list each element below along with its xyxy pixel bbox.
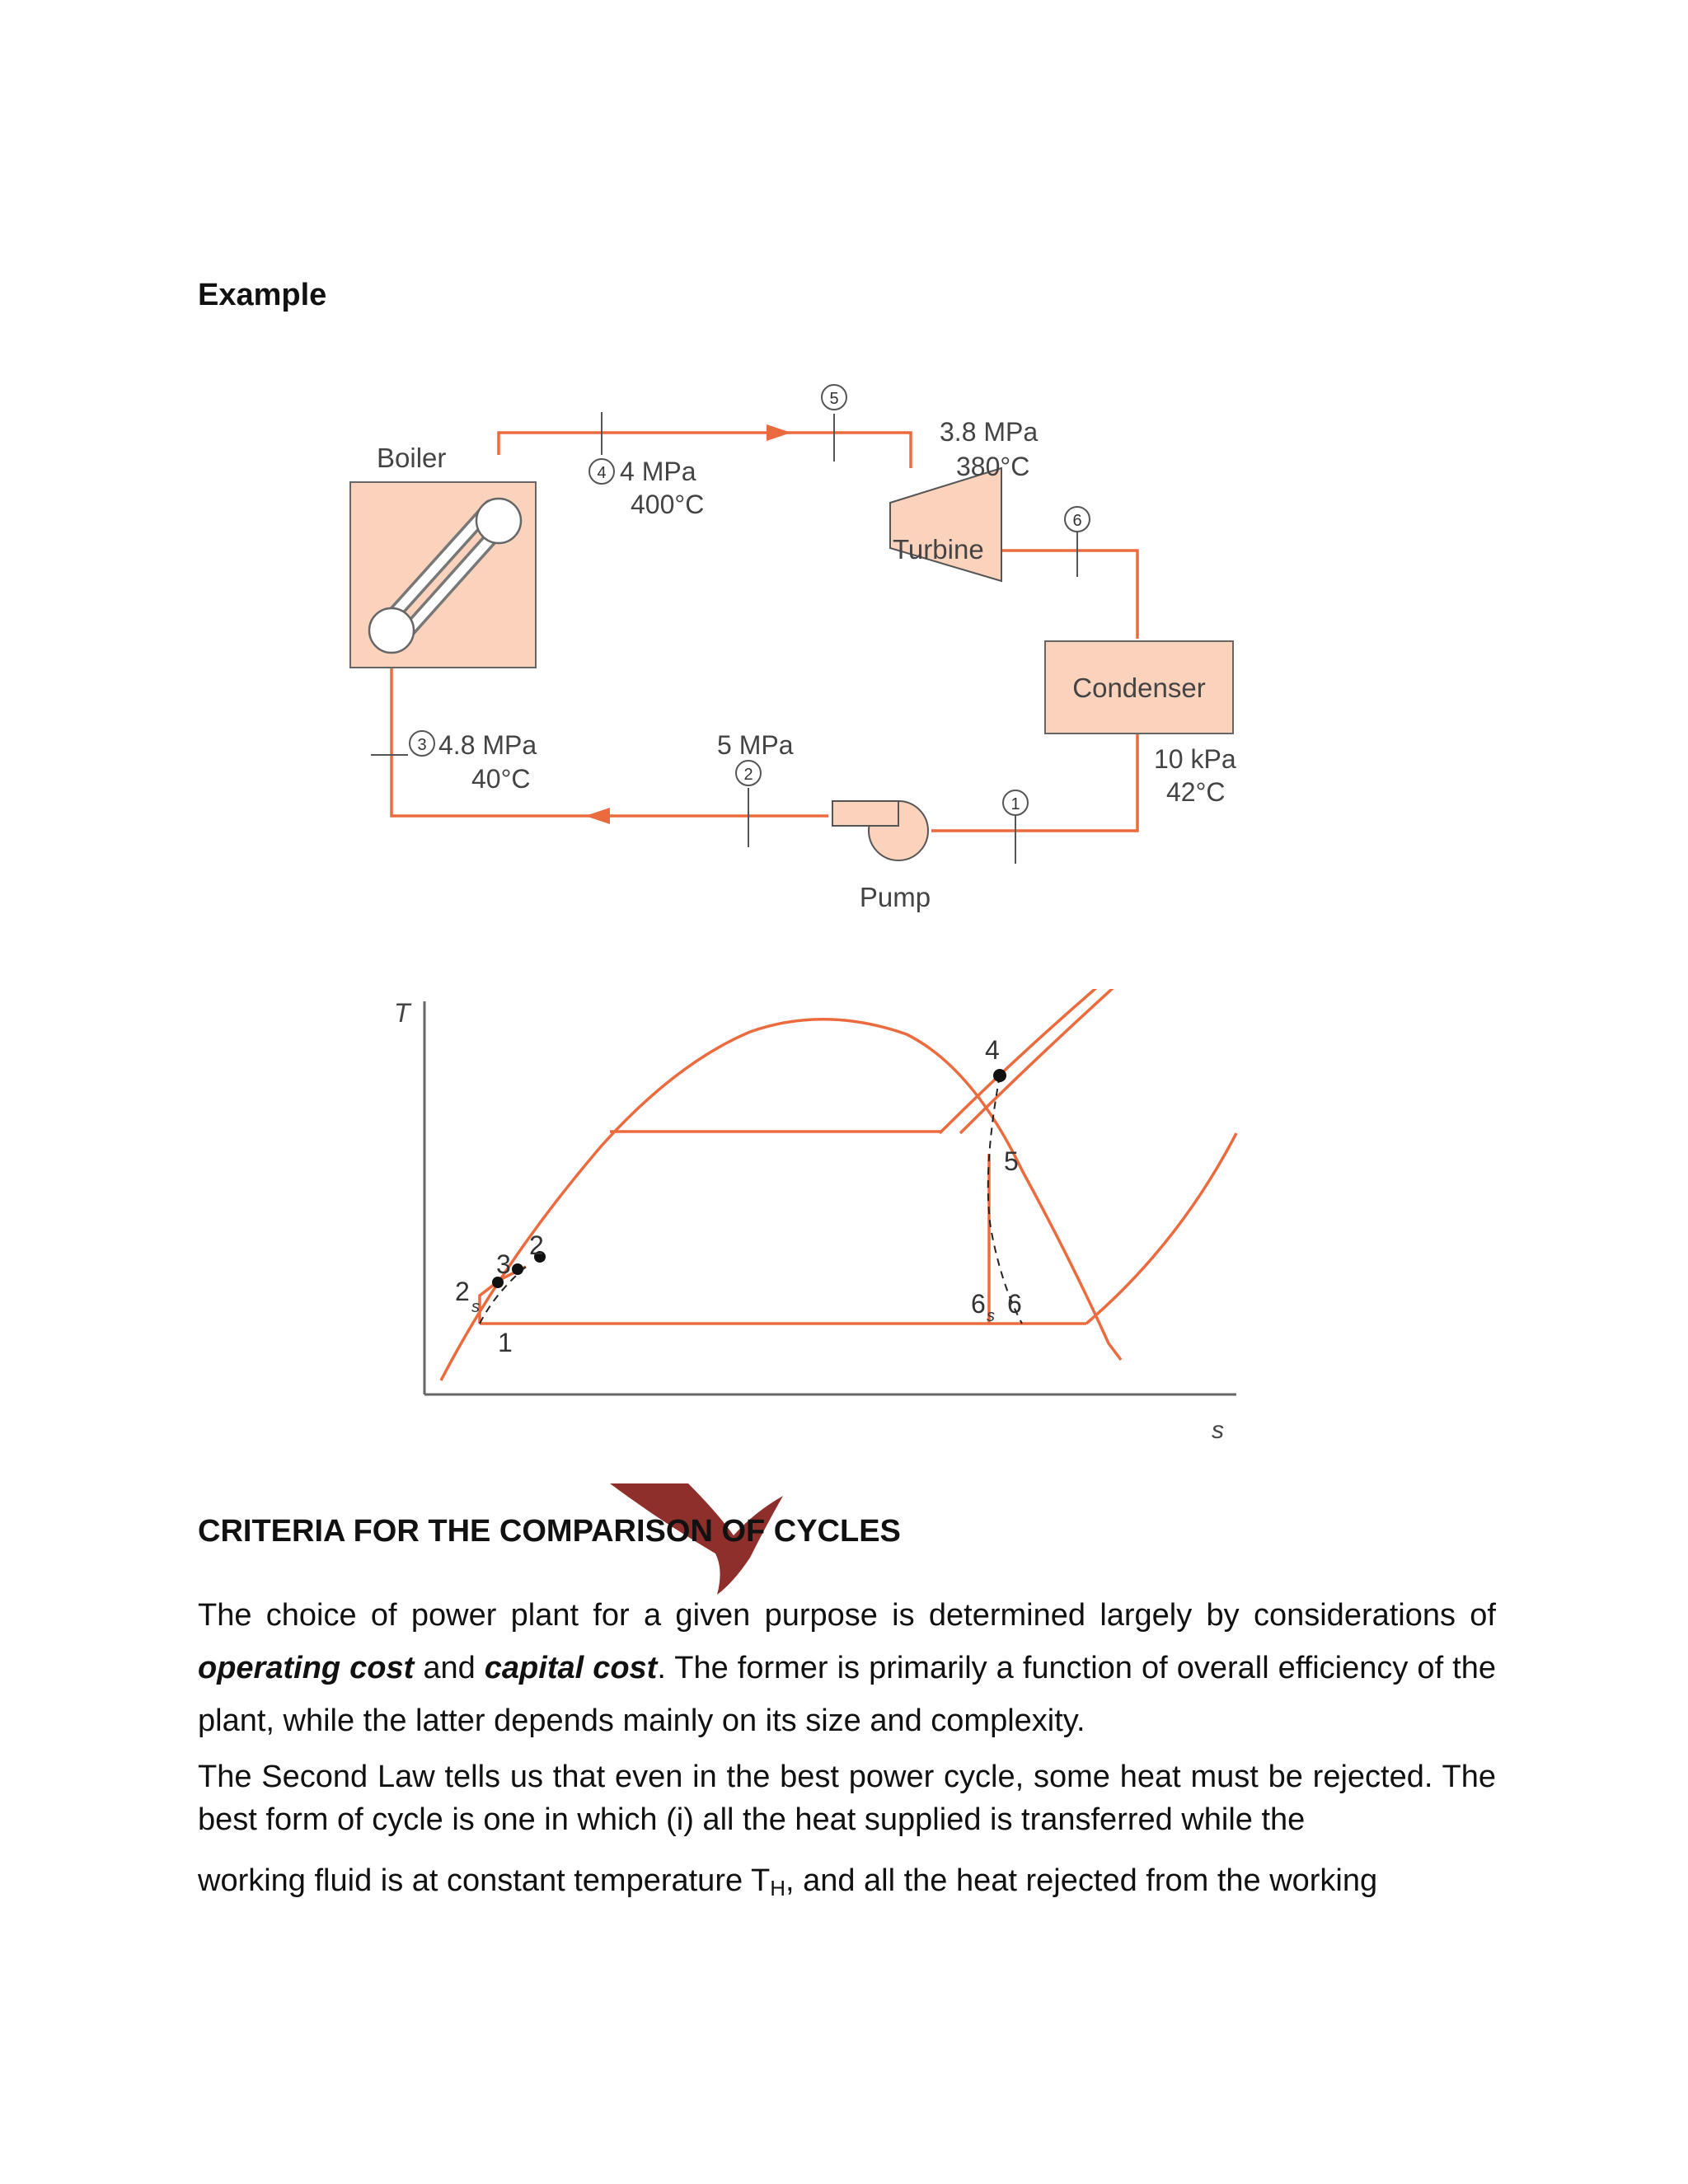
turbine-label: Turbine bbox=[893, 534, 984, 565]
point-label-3: 3 bbox=[496, 1249, 511, 1279]
axis-label-s: s bbox=[1212, 1417, 1224, 1444]
example-heading: Example bbox=[198, 278, 327, 312]
para2-text-c: , and all the heat rejected from the working bbox=[785, 1863, 1378, 1898]
point-label-6: 6 bbox=[1007, 1289, 1022, 1319]
isobar-low bbox=[1086, 1133, 1236, 1324]
isobar-1 bbox=[940, 989, 1104, 1133]
svg-text:6: 6 bbox=[1072, 512, 1082, 530]
state-marker-5 bbox=[822, 385, 846, 410]
state-marker-4 bbox=[589, 459, 614, 484]
point-label-2s: 2 bbox=[455, 1277, 470, 1306]
rankine-cycle-schematic bbox=[330, 379, 1319, 940]
point-label-6s: 6 bbox=[971, 1289, 986, 1319]
condenser-temperature: 42°C bbox=[1166, 777, 1226, 807]
ts-axes bbox=[424, 1001, 1236, 1394]
condenser-label: Condenser bbox=[1072, 673, 1206, 703]
state-5-temperature: 380°C bbox=[956, 452, 1030, 481]
para2-line3 bbox=[198, 1859, 1496, 1910]
state-5-pressure: 3.8 MPa bbox=[940, 417, 1039, 447]
point-label-2: 2 bbox=[529, 1230, 544, 1260]
state-marker-3 bbox=[410, 731, 434, 756]
state-4-pressure: 4 MPa bbox=[620, 457, 696, 486]
point-label-1: 1 bbox=[498, 1328, 513, 1357]
emphasis-capital-cost: capital cost bbox=[484, 1651, 658, 1685]
flow-arrow-bottom bbox=[585, 808, 610, 824]
state-marker-6 bbox=[1065, 507, 1090, 532]
state-4-temperature: 400°C bbox=[631, 490, 705, 519]
para1-text-b: and bbox=[414, 1651, 485, 1685]
point-label-2s-sub: s bbox=[471, 1298, 480, 1316]
svg-text:2: 2 bbox=[743, 766, 753, 784]
state-marker-1 bbox=[1003, 790, 1028, 815]
emphasis-operating-cost: operating cost bbox=[198, 1651, 415, 1685]
flow-arrow-top bbox=[767, 424, 791, 441]
actual-process-dashes bbox=[480, 1076, 1022, 1324]
point-label-5: 5 bbox=[1004, 1146, 1019, 1176]
ts-curves bbox=[441, 989, 1236, 1380]
para1-text-c: . The former is primarily a function of overall efficiency of the plant, while the latter depends mainly on its size and complexity. bbox=[198, 1651, 1496, 1738]
paragraph-second-law bbox=[198, 1755, 1496, 1910]
subscript-h: H bbox=[770, 1876, 785, 1900]
state-2-pressure: 5 MPa bbox=[717, 730, 794, 760]
svg-text:1: 1 bbox=[1010, 795, 1020, 813]
point-label-6s-sub: s bbox=[987, 1307, 995, 1325]
state-marker-2 bbox=[736, 761, 761, 785]
axis-label-t: T bbox=[394, 998, 410, 1028]
ts-diagram bbox=[363, 989, 1302, 1467]
para1-text-a: The choice of power plant for a given purpose is determined largely by considerations of bbox=[198, 1598, 1496, 1633]
svg-text:4: 4 bbox=[597, 464, 607, 482]
paragraph-cost-considerations bbox=[198, 1589, 1496, 1747]
svg-text:3: 3 bbox=[417, 736, 427, 754]
svg-text:5: 5 bbox=[829, 390, 839, 408]
para2-text-a: The Second Law tells us that even in the best power cycle, some heat must be rejected. The best form of cycle is one in which (i) all the heat supplied is transferred while the bbox=[198, 1760, 1496, 1837]
state-3-temperature: 40°C bbox=[471, 764, 531, 794]
pump-label: Pump bbox=[859, 882, 931, 912]
state-points bbox=[492, 1069, 1006, 1288]
criteria-heading: CRITERIA FOR THE COMPARISON OF CYCLES bbox=[198, 1514, 901, 1549]
condenser-pressure: 10 kPa bbox=[1154, 744, 1236, 774]
saturation-dome bbox=[441, 1019, 1121, 1380]
state-3-pressure: 4.8 MPa bbox=[438, 730, 537, 760]
boiler-label: Boiler bbox=[377, 443, 447, 473]
point-label-4: 4 bbox=[985, 1035, 1000, 1065]
para2-text-b: working fluid is at constant temperature T bbox=[198, 1863, 771, 1898]
pump-icon bbox=[832, 801, 928, 860]
